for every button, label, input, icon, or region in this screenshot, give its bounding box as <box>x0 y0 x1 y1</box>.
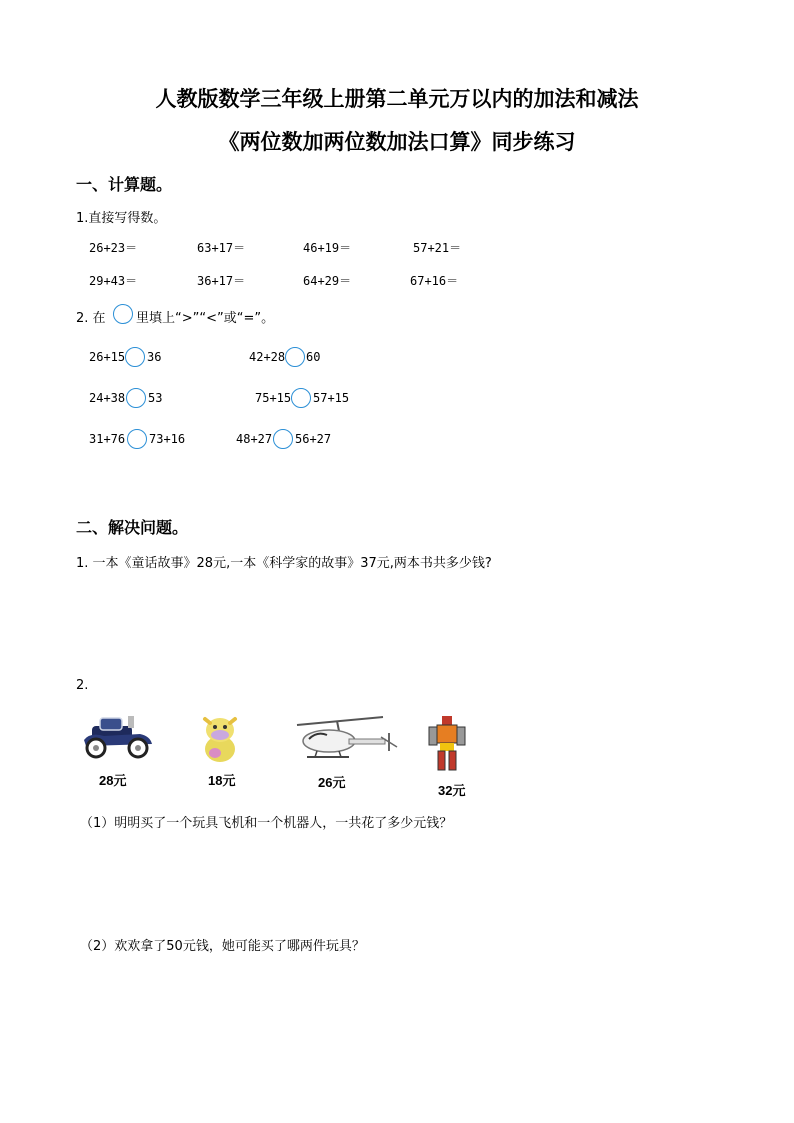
compare-left: 48+27 <box>236 432 273 446</box>
equation: 57+21＝ <box>413 241 462 255</box>
question-2-prefix: 2. 在 <box>76 311 106 326</box>
compare-right: 53 <box>148 391 163 405</box>
compare-right: 60 <box>306 350 321 364</box>
equation: 29+43＝ <box>89 274 138 288</box>
toy-robot-icon <box>426 714 468 772</box>
title-line-2: 《两位数加两位数加法口算》同步练习 <box>218 129 576 154</box>
compare-circle[interactable] <box>125 347 145 367</box>
toy-cow-icon <box>199 713 241 763</box>
compare-circle[interactable] <box>291 388 311 408</box>
toy-helicopter-icon <box>287 713 401 763</box>
toy-car-icon <box>80 712 156 760</box>
compare-circle[interactable] <box>127 429 147 449</box>
problem-1-text: 1. 一本《童话故事》28元,一本《科学家的故事》37元,两本书共多少钱? <box>76 556 492 571</box>
compare-circle-example <box>113 304 133 324</box>
equation: 26+23＝ <box>89 241 138 255</box>
title-line-1: 人教版数学三年级上册第二单元万以内的加法和减法 <box>155 86 639 111</box>
equation: 63+17＝ <box>197 241 246 255</box>
question-2-suffix: 里填上“>”“<”或“=”。 <box>136 311 275 326</box>
compare-right: 57+15 <box>313 391 350 405</box>
toy-helicopter-price: 26元 <box>318 775 346 790</box>
compare-right: 56+27 <box>295 432 332 446</box>
compare-left: 42+28 <box>249 350 286 364</box>
subquestion-2: （2）欢欢拿了50元钱，她可能买了哪两件玩具？ <box>80 939 365 954</box>
compare-left: 31+76 <box>89 432 126 446</box>
toy-car-price: 28元 <box>99 773 127 788</box>
question-1-label: 1.直接写得数。 <box>76 211 167 226</box>
subquestion-1: （1）明明买了一个玩具飞机和一个机器人，一共花了多少元钱？ <box>80 816 453 831</box>
compare-left: 24+38 <box>89 391 126 405</box>
compare-right: 36 <box>147 350 162 364</box>
compare-left: 26+15 <box>89 350 126 364</box>
equation: 64+29＝ <box>303 274 352 288</box>
compare-right: 73+16 <box>149 432 186 446</box>
section-1-heading: 一、计算题。 <box>76 175 173 194</box>
toy-cow-price: 18元 <box>208 773 236 788</box>
problem-2-label: 2. <box>76 678 89 693</box>
equation: 67+16＝ <box>410 274 459 288</box>
section-2-heading: 二、解决问题。 <box>76 518 189 537</box>
compare-circle[interactable] <box>126 388 146 408</box>
equation: 46+19＝ <box>303 241 352 255</box>
compare-circle[interactable] <box>285 347 305 367</box>
compare-circle[interactable] <box>273 429 293 449</box>
compare-left: 75+15 <box>255 391 292 405</box>
equation: 36+17＝ <box>197 274 246 288</box>
toy-robot-price: 32元 <box>438 783 466 798</box>
